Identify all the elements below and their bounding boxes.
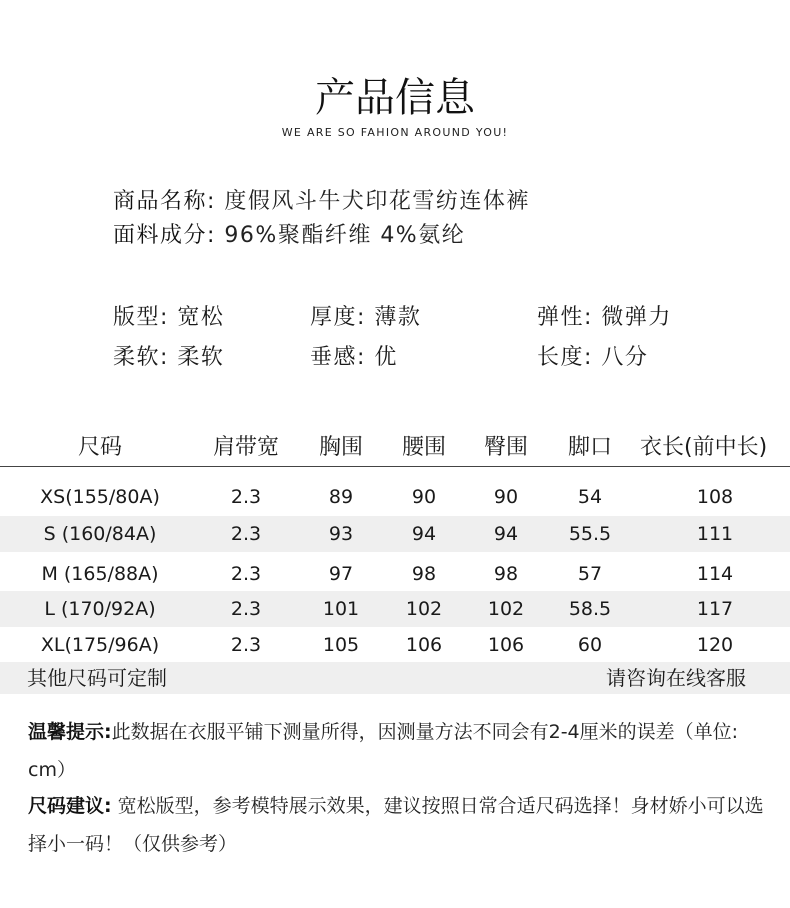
table-row bbox=[0, 516, 790, 552]
cell-size: S (160/84A) bbox=[43, 523, 157, 545]
cell-hip: 102 bbox=[487, 598, 525, 620]
size-advice bbox=[28, 787, 768, 863]
attr-label: 版型: bbox=[113, 305, 169, 330]
header-strap-width: 肩带宽 bbox=[212, 435, 279, 460]
cell-hip: 98 bbox=[493, 563, 519, 585]
table-row bbox=[0, 627, 790, 663]
cell-bust: 89 bbox=[328, 486, 354, 508]
cell-hem: 58.5 bbox=[568, 598, 612, 620]
header-length: 衣长(前中长) bbox=[640, 435, 768, 460]
cell-bust: 105 bbox=[322, 634, 360, 656]
cell-strap-width: 2.3 bbox=[230, 598, 262, 620]
cell-length: 114 bbox=[696, 563, 734, 585]
cell-length: 120 bbox=[696, 634, 734, 656]
cell-hip: 106 bbox=[487, 634, 525, 656]
header-hip: 臀围 bbox=[483, 435, 528, 460]
cell-hem: 55.5 bbox=[568, 523, 612, 545]
cell-size: L (170/92A) bbox=[44, 598, 156, 620]
attr-thickness bbox=[310, 302, 421, 334]
cell-bust: 97 bbox=[328, 563, 354, 585]
size-table-header bbox=[0, 430, 790, 466]
tip-label: 温馨提示: bbox=[28, 721, 112, 743]
tip-text: 此数据在衣服平铺下测量所得，因测量方法不同会有2-4厘米的误差（单位: cm） bbox=[28, 721, 739, 781]
header-waist: 腰围 bbox=[401, 435, 446, 460]
cell-waist: 106 bbox=[405, 634, 443, 656]
table-row bbox=[0, 479, 790, 515]
custom-size-bar bbox=[0, 662, 790, 694]
fabric-label: 面料成分: bbox=[113, 223, 216, 248]
cell-size: XS(155/80A) bbox=[40, 486, 160, 508]
attr-label: 厚度: bbox=[310, 305, 366, 330]
measurement-tip bbox=[28, 713, 768, 789]
cell-length: 117 bbox=[696, 598, 734, 620]
attr-length bbox=[537, 342, 648, 374]
attr-label: 弹性: bbox=[537, 305, 593, 330]
cell-size: M (165/88A) bbox=[41, 563, 159, 585]
attr-value: 宽松 bbox=[177, 305, 225, 330]
customer-service-note: 请咨询在线客服 bbox=[606, 666, 746, 690]
advice-label: 尺码建议: bbox=[28, 795, 112, 817]
cell-size: XL(175/96A) bbox=[40, 634, 160, 656]
cell-length: 111 bbox=[696, 523, 734, 545]
cell-hem: 60 bbox=[577, 634, 603, 656]
attr-label: 垂感: bbox=[310, 345, 366, 370]
header-hem: 脚口 bbox=[567, 435, 612, 460]
header-size: 尺码 bbox=[77, 435, 122, 460]
product-name-value: 度假风斗牛犬印花雪纺连体裤 bbox=[224, 189, 530, 214]
cell-strap-width: 2.3 bbox=[230, 634, 262, 656]
cell-strap-width: 2.3 bbox=[230, 563, 262, 585]
advice-text: 宽松版型，参考模特展示效果，建议按照日常合适尺码选择！身材娇小可以选择小一码！（仅供参考） bbox=[28, 795, 764, 855]
attr-value: 微弹力 bbox=[601, 305, 672, 330]
attr-value: 柔软 bbox=[177, 345, 225, 370]
cell-waist: 102 bbox=[405, 598, 443, 620]
attr-value: 薄款 bbox=[374, 305, 422, 330]
table-row bbox=[0, 556, 790, 592]
cell-hem: 54 bbox=[577, 486, 603, 508]
cell-hip: 94 bbox=[493, 523, 519, 545]
product-name-row bbox=[113, 186, 530, 218]
fabric-row bbox=[113, 220, 465, 252]
cell-strap-width: 2.3 bbox=[230, 523, 262, 545]
cell-hem: 57 bbox=[577, 563, 603, 585]
cell-length: 108 bbox=[696, 486, 734, 508]
header-bust: 胸围 bbox=[318, 435, 363, 460]
custom-size-note: 其他尺码可定制 bbox=[27, 666, 167, 690]
cell-hip: 90 bbox=[493, 486, 519, 508]
table-row bbox=[0, 591, 790, 627]
attr-label: 柔软: bbox=[113, 345, 169, 370]
cell-waist: 94 bbox=[411, 523, 437, 545]
attr-value: 优 bbox=[374, 345, 398, 370]
product-name-label: 商品名称: bbox=[113, 189, 216, 214]
fabric-value: 96%聚酯纤维 4%氨纶 bbox=[224, 223, 466, 248]
page-subtitle: WE ARE SO FAHION AROUND YOU! bbox=[281, 126, 509, 139]
cell-waist: 90 bbox=[411, 486, 437, 508]
page-title: 产品信息 bbox=[315, 75, 475, 121]
cell-bust: 101 bbox=[322, 598, 360, 620]
cell-waist: 98 bbox=[411, 563, 437, 585]
attr-elasticity bbox=[537, 302, 672, 334]
attr-drape bbox=[310, 342, 398, 374]
attr-softness bbox=[113, 342, 224, 374]
cell-strap-width: 2.3 bbox=[230, 486, 262, 508]
attr-value: 八分 bbox=[601, 345, 649, 370]
header-divider bbox=[0, 466, 790, 467]
attr-label: 长度: bbox=[537, 345, 593, 370]
attr-fit bbox=[113, 302, 224, 334]
cell-bust: 93 bbox=[328, 523, 354, 545]
